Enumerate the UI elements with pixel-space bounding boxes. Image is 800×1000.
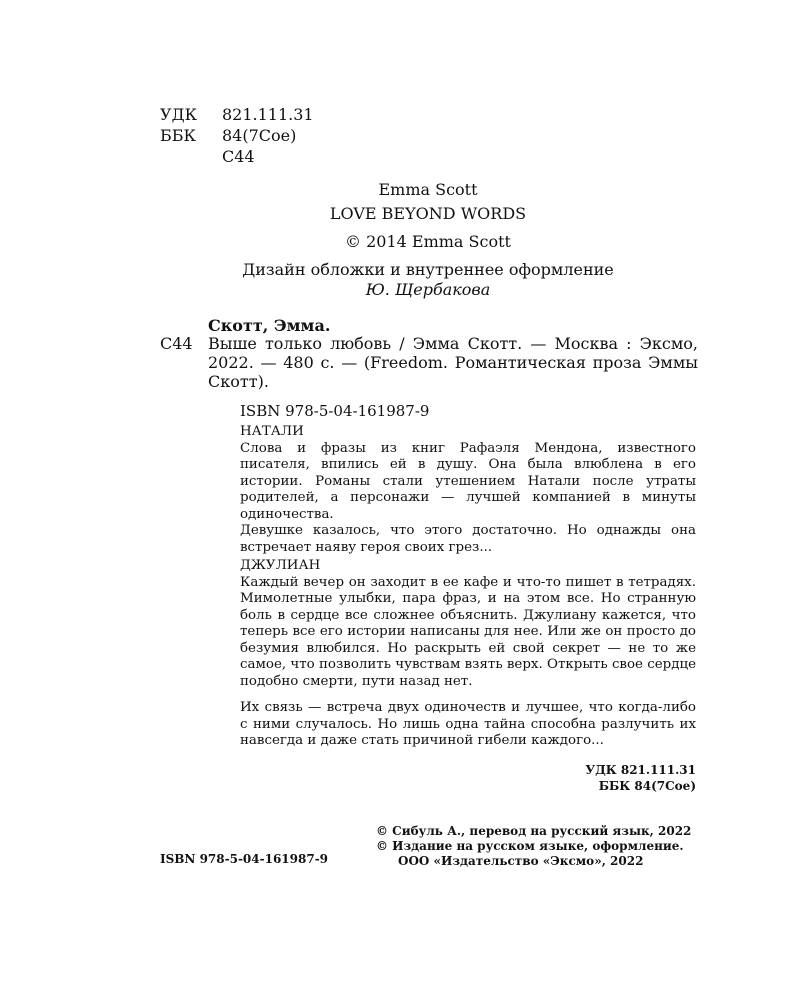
section-label: НАТАЛИ (240, 424, 304, 439)
annotation-julian (240, 558, 696, 690)
classification-codes (160, 104, 314, 167)
code-value: С44 (222, 147, 255, 166)
section-label: ДЖУЛИАН (240, 558, 321, 573)
annotation-paragraph: Слова и фразы из книг Рафаэля Мендона, известного писателя, впились ей в душу. Она была влюблена в его истории. Романы стали утешением Натали после утраты родителей, а персонажи — лучшей компанией в минуты одиночества. (240, 440, 696, 522)
original-author: Emma Scott (378, 180, 478, 199)
author-mark: С44 (160, 334, 193, 353)
copyright-translation: © Сибуль А., перевод на русский язык, 2022 (376, 824, 692, 838)
bottom-udk: УДК 821.111.31 (585, 763, 696, 777)
code-value: 821.111.31 (222, 105, 314, 124)
copyright-publisher: ООО «Издательство «Эксмо», 2022 (398, 854, 644, 868)
code-row-udk (160, 104, 314, 125)
code-key: ББК (160, 126, 196, 145)
annotation-closing: Их связь — встреча двух одиночеств и лучшее, что когда-либо с ними случалось. Но лишь одна тайна способна разлучить их навсегда и даже стать причиной гибели каждого... (240, 700, 696, 748)
annotation-natali (240, 424, 696, 556)
code-row-author-mark (160, 146, 314, 167)
copyright-edition: © Издание на русском языке, оформление. (376, 839, 684, 853)
code-key (160, 146, 222, 167)
code-value: 84(7Сое) (222, 126, 297, 145)
design-credit-line: Дизайн обложки и внутреннее оформление (242, 260, 614, 279)
annotation-paragraph: Каждый вечер он заходит в ее кафе и что-то пишет в тетрадях. Мимолетные улыбки, пара фраз, и на этом все. Но странную боль в сердце все сложнее объяснить. Джулиану кажется, что теперь все его истории написаны для нее. Или же он просто до безумия влюбился. Но раскрыть ей свой секрет — не то же самое, что позволить чувствам взять верх. Открыть свое сердце подобно смерти, пути назад нет. (240, 574, 696, 689)
designer-name: Ю. Щербакова (365, 280, 491, 299)
bibliographic-heading: Скотт, Эмма. (208, 316, 331, 335)
isbn: ISBN 978-5-04-161987-9 (240, 402, 430, 420)
original-title: LOVE BEYOND WORDS (329, 204, 527, 223)
bottom-classification (500, 762, 696, 794)
bibliographic-description: Выше только любовь / Эмма Скотт. — Москва : Эксмо, 2022. — 480 с. — (Freedom. Романтическая проза Эммы Скотт). (208, 334, 698, 391)
bottom-bbk: ББК 84(7Сое) (598, 779, 696, 793)
code-row-bbk (160, 125, 314, 146)
copyright-notices (376, 824, 696, 869)
design-credit (160, 260, 696, 300)
original-copyright: © 2014 Emma Scott (345, 232, 511, 251)
isbn-bottom: ISBN 978-5-04-161987-9 (160, 852, 329, 866)
code-key: УДК (160, 105, 197, 124)
annotation-paragraph: Девушке казалось, что этого достаточно. Но однажды она встречает наяву героя своих грез... (240, 523, 696, 555)
